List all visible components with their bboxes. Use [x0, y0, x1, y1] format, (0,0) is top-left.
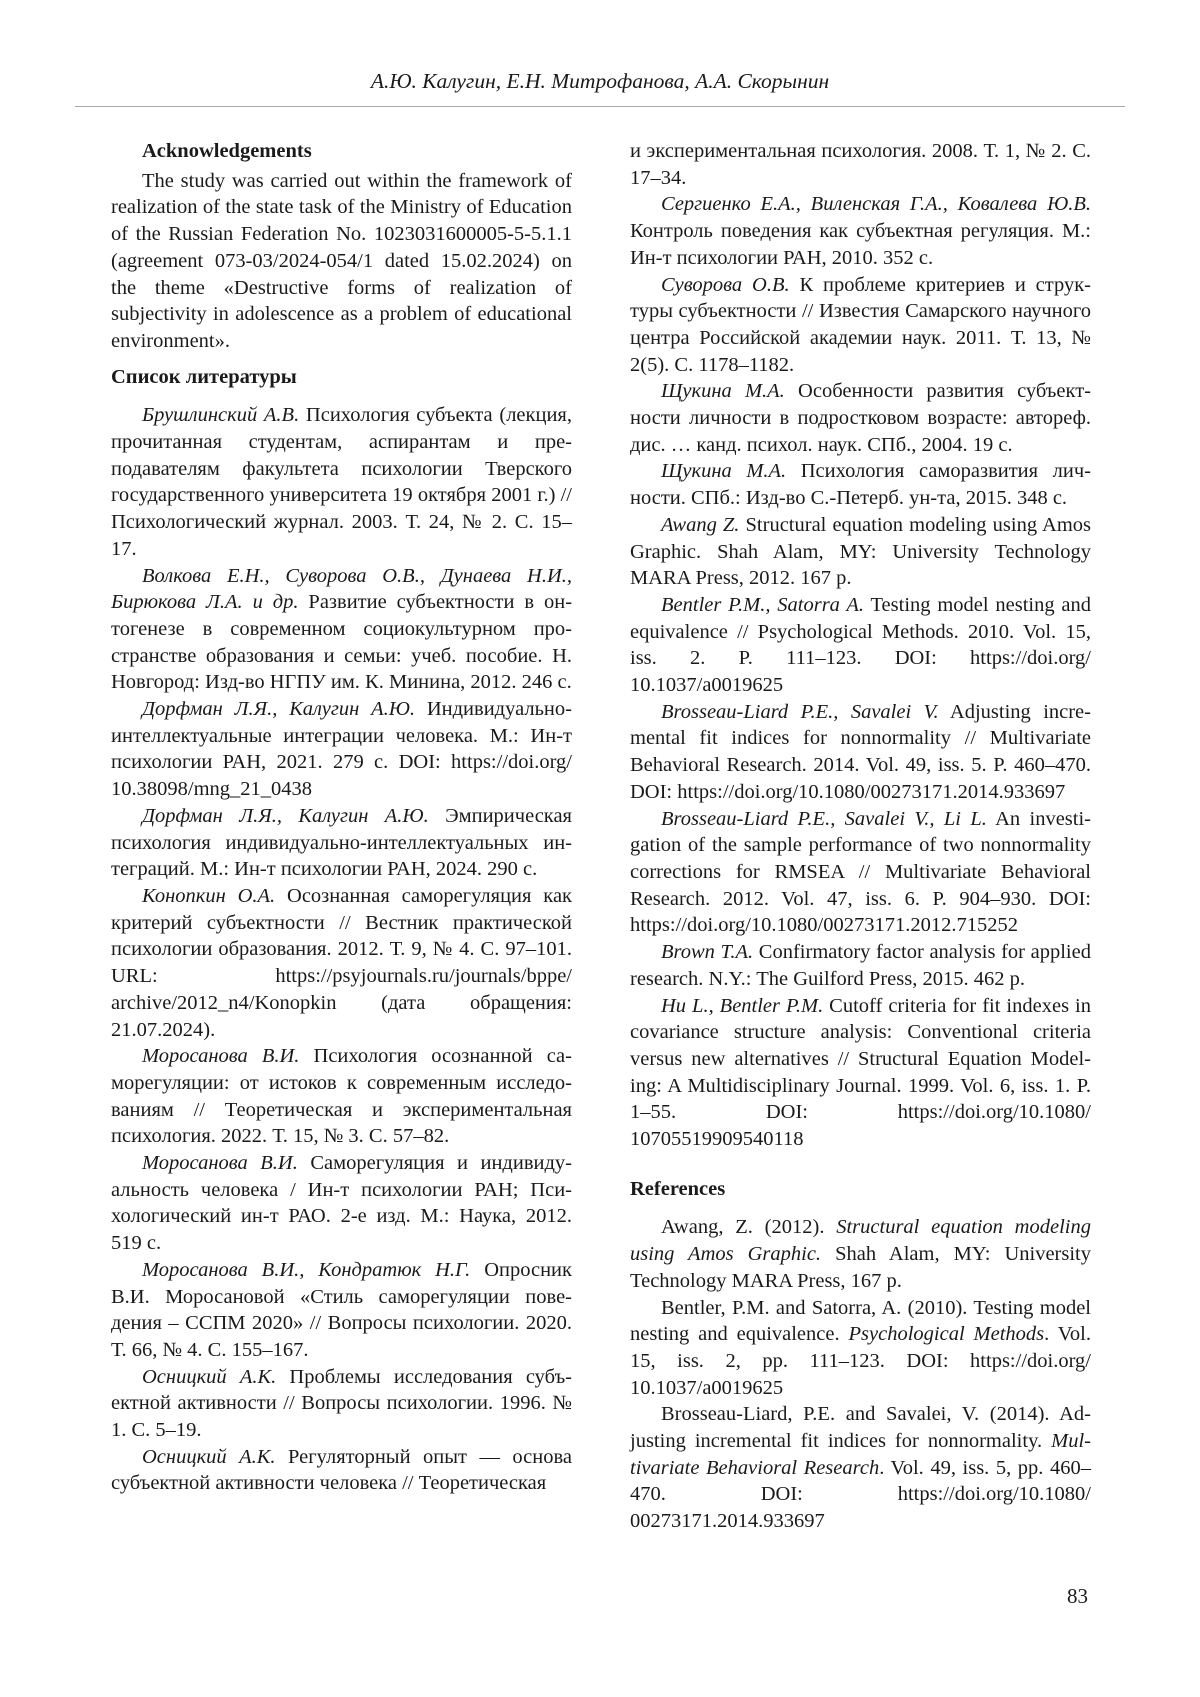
reference-italic-segment: Awang Z.: [661, 513, 740, 536]
ru-references-list: [111, 402, 572, 1497]
reference-italic-segment: Psychological Methods: [848, 1323, 1045, 1346]
reference-italic-segment: Суворова О.В.: [661, 273, 790, 296]
left-column: [111, 138, 572, 1497]
reference-item: Дорфман Л.Я., Калугин А.Ю. Индивидуально-интеллектуальные интеграции человека. М.: Ин-т психологии РАН, 2021. 279 с. DOI: https://doi.org/​10.38098/mng_21_0438: [111, 698, 572, 801]
reference-italic-segment: Brown T.A.: [661, 941, 754, 964]
reference-italic-segment: Щукина М.А.: [661, 380, 785, 403]
reference-italic-segment: Дорфман Л.Я., Калугин А.Ю.: [142, 698, 416, 721]
reference-item: Awang, Z. (2012). Structural equation modeling using Amos Graphic. Shah Alam, MY: University Technology MARA Press, 167 p.: [630, 1216, 1091, 1292]
reference-item: и экспериментальная психология. 2008. Т. 1, № 2. С. 17–34.: [630, 140, 1091, 189]
right-column: [630, 138, 1091, 1535]
reference-item: Awang Z. Structural equation modeling using Amos Graphic. Shah Alam, MY: University Technology MARA Press, 2012. 167 p.: [630, 513, 1092, 590]
reference-item: Brosseau-Liard P.E., Savalei V., Li L. An investigation of the sample performance of two nonnormality corrections for RMSEA // Multivariate Behavioral Research. 2012. Vol. 47, iss. 6. P. 904–930. DOI: https://doi.org/​10.1080/00273171.2012.715252: [630, 807, 1091, 937]
reference-italic-segment: Брушлинский А.В.: [142, 404, 300, 427]
reference-item: Конопкин О.А. Осознанная саморегуляция как критерий субъектности // Вестник практической психологии образования. 2012. Т. 9, № 4. С. 97–101. URL: https://psyjournals.ru/journals/bppe/​archive/2012_n4/Konopkin (дата обращения: 21.07.2024).: [111, 884, 573, 1041]
reference-item: Осницкий А.К. Регуляторный опыт — основа субъектной активности человека // Теоретическая: [111, 1445, 572, 1495]
running-head-authors: А.Ю. Калугин, Е.Н. Митрофанова, А.А. Скорынин: [370, 69, 830, 93]
page-number: 83: [1067, 1584, 1088, 1608]
reference-item: Дорфман Л.Я., Калугин А.Ю. Эмпирическая психология индивидуально-интеллектуальных интеграций. М.: Ин-т психологии РАН, 2024. 290 с.: [111, 804, 572, 881]
reference-italic-segment: Structural equation modeling using Amos Graphic.: [630, 1216, 1091, 1266]
reference-italic-segment: Моросанова В.И.: [142, 1045, 300, 1068]
header-rule: [75, 106, 1125, 107]
reference-item: Щукина М.А. Особенности развития субъектности личности в подростковом возрасте: автореф. дис. … канд. психол. наук. СПб., 2004. 19 с.: [630, 380, 1091, 456]
reference-item: Моросанова В.И., Кондратюк Н.Г. Опросник В.И. Моросановой «Стиль саморегуляции поведения – ССПМ 2020» // Вопросы психологии. 2020. Т. 66, № 4. С. 155–167.: [111, 1258, 572, 1361]
reference-item: Hu L., Bentler P.M. Cutoff criteria for fit indexes in covariance structure analysis: Conventional criteria versus new alternatives // Structural Equation Modeling: A Multidisciplinary Journal. 1999. Vol. 6, iss. 1. P. 1–55. DOI: https://doi.org/10.1080/​10705519909540118: [630, 994, 1091, 1151]
reference-italic-segment: Сергиенко Е.А., Виленская Г.А., Ковалева Ю.В.: [661, 193, 1091, 216]
reference-item: Bentler, P.M. and Satorra, A. (2010). Testing model nesting and equivalence. Psychological Methods. Vol. 15, iss. 2, pp. 111–123. DOI: https://doi.org/​10.1037/a0019625: [630, 1296, 1091, 1399]
reference-item: Осницкий А.К. Проблемы исследования субъектной активности // Вопросы психологии. 1996. № 1. С. 5–19.: [111, 1365, 572, 1442]
reference-item: Щукина М.А. Психология саморазвития личности. СПб.: Изд-во С.-Петерб. ун-та, 2015. 348 с.: [630, 460, 1091, 510]
acknowledgements-heading: Acknowledgements: [142, 140, 312, 162]
reference-italic-segment: Осницкий А.К.: [142, 1445, 276, 1468]
reference-italic-segment: Multivariate Behavioral Research: [630, 1430, 1091, 1479]
reference-italic-segment: Моросанова В.И., Кондратюк Н.Г.: [142, 1258, 471, 1281]
reference-italic-segment: Brosseau-Liard P.E., Savalei V., Li L.: [661, 807, 987, 830]
reference-item: Моросанова В.И. Психология осознанной саморегуляции: от истоков к современным исследованиям // Теоретическая и экспериментальная психология. 2022. Т. 15, № 3. С. 57–82.: [111, 1045, 572, 1148]
ru-references-heading: Список литературы: [111, 365, 297, 388]
reference-item: Brosseau-Liard P.E., Savalei V. Adjusting incremental fit indices for nonnormality // Multivariate Behavioral Research. 2014. Vol. 49, iss. 5. P. 460–470. DOI: https://doi.org/10.1080/​00273171.2014.933697: [630, 700, 1091, 803]
reference-item: Волкова Е.Н., Суворова О.В., Дунаева Н.И., Бирюкова Л.А. и др. Развитие субъектности в онтогенезе в современном социокультурном пространстве образования и семьи: учеб. пособие. Н. Новгород: Изд-во НГПУ им. К. Минина, 2012. 246 с.: [111, 564, 573, 694]
reference-item: Суворова О.В. К проблеме критериев и структуры субъектности // Известия Самарского научного центра Российской академии наук. 2011. Т. 13, № 2(5). С. 1178–1182.: [630, 273, 1091, 376]
reference-italic-segment: Осницкий А.К.: [142, 1365, 277, 1388]
reference-italic-segment: Волкова Е.Н., Суворова О.В., Дунаева Н.И., Бирюкова Л.А. и др.: [111, 564, 572, 614]
reference-italic-segment: Brosseau-Liard P.E., Savalei V.: [661, 700, 939, 723]
reference-item: Brown T.A. Confirmatory factor analysis for applied research. N.Y.: The Guilford Press, 2015. 462 p.: [630, 941, 1091, 990]
reference-italic-segment: Щукина М.А.: [661, 460, 787, 483]
right-references-top: [630, 138, 1091, 1153]
reference-italic-segment: Hu L., Bentler P.M.: [661, 994, 824, 1017]
reference-italic-segment: Конопкин О.А.: [142, 884, 276, 907]
reference-italic-segment: Моросанова В.И.: [142, 1152, 298, 1175]
en-references-heading: References: [630, 1177, 726, 1200]
reference-item: Сергиенко Е.А., Виленская Г.А., Ковалева Ю.В. Контроль поведения как субъектная регуляция. М.: Ин-т психологии РАН, 2010. 352 с.: [630, 193, 1091, 269]
reference-item: Моросанова В.И. Саморегуляция и индивидуальность человека / Ин-т психологии РАН; Психологический ин-т РАО. 2-е изд. М.: Наука, 2012. 519 с.: [111, 1152, 572, 1255]
reference-item: Brosseau-Liard, P.E. and Savalei, V. (2014). Adjusting incremental fit indices for nonnormality. Multivariate Behavioral Research. Vol. 49, iss. 5, pp. 460–470. DOI: https://doi.org/10.1080/​00273171.2014.933697: [630, 1403, 1092, 1533]
reference-item: Bentler P.M., Satorra A. Testing model nesting and equivalence // Psychological Methods. 2010. Vol. 15, iss. 2. P. 111–123. DOI: https://doi.org/​10.1037/a0019625: [630, 593, 1091, 697]
en-references-list: [630, 1214, 1091, 1534]
reference-italic-segment: Дорфман Л.Я., Калугин А.Ю.: [142, 804, 429, 827]
reference-italic-segment: Bentler P.M., Satorra A.: [661, 593, 865, 616]
acknowledgements-text: The study was carried out within the framework of realization of the state task of the Ministry of Education of the Russian Federation No. 1023031600005-5-5.1.1 (agreement 073-03/2024-054/1 dated 15.02.2024) on the theme «Destructive forms of realization of subjectivity in adolescence as a problem of educational environment».: [111, 169, 572, 352]
reference-item: Брушлинский А.В. Психология субъекта (лекция, прочитанная студентам, аспирантам и преподавателям факультета психологии Тверского государственного университета 19 октября 2001 г.) // Психологический журнал. 2003. Т. 24, № 2. С. 15–17.: [111, 404, 572, 560]
